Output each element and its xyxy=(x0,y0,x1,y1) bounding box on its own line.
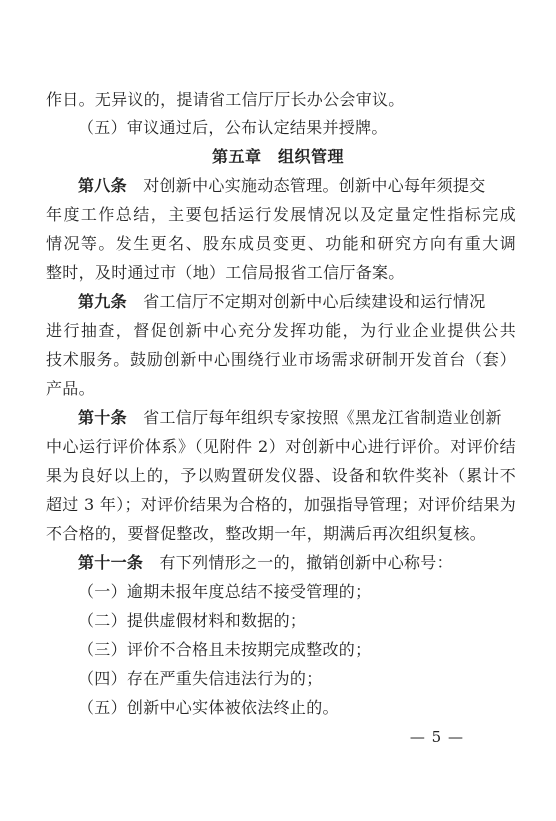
chapter-title: 第五章 组织管理 xyxy=(211,147,344,166)
article-9-line: 进行抽查，督促创新中心充分发挥功能，为行业企业提供公共 xyxy=(46,321,516,340)
article-text: 对创新中心实施动态管理。创新中心每年须提交 xyxy=(126,176,486,195)
list-item: （五）创新中心实体被依法终止的。 xyxy=(78,698,339,717)
article-label: 第九条 xyxy=(78,292,127,311)
article-8-line: 年度工作总结，主要包括运行发展情况以及定量定性指标完成 xyxy=(46,205,516,224)
article-11-line xyxy=(78,551,516,575)
text-line: 作日。无异议的，提请省工信厅厅长办公会审议。 xyxy=(46,90,405,109)
list-item: （二）提供虚假材料和数据的； xyxy=(78,611,307,630)
article-text: 省工信厅每年组织专家按照《黑龙江省制造业创新 xyxy=(126,408,502,427)
article-10-line: 中心运行评价体系》（见附件 2）对创新中心进行评价。对评价结 xyxy=(46,437,516,456)
list-item: （三）评价不合格且未按期完成整改的； xyxy=(78,640,372,659)
article-8-line: 整时，及时通过市（地）工信局报省工信厅备案。 xyxy=(46,263,405,282)
page-number: — 5 — xyxy=(409,728,464,746)
article-text: 省工信厅不定期对创新中心后续建设和运行情况 xyxy=(126,292,486,311)
article-8-line xyxy=(78,174,516,198)
article-9-line: 技术服务。鼓励创新中心围绕行业市场需求研制开发首台（套） xyxy=(46,350,516,369)
article-9-line: 产品。 xyxy=(46,379,95,398)
article-10-line: 超过 3 年）；对评价结果为合格的，加强指导管理；对评价结果为 xyxy=(46,495,516,514)
list-item: （四）存在严重失信违法行为的； xyxy=(78,669,323,688)
article-10-line xyxy=(78,406,516,430)
article-8-line: 情况等。发生更名、股东成员变更、功能和研究方向有重大调 xyxy=(46,234,516,253)
article-label: 第十条 xyxy=(78,408,127,427)
article-label: 第八条 xyxy=(78,176,127,195)
article-text: 有下列情形之一的，撤销创新中心称号： xyxy=(143,553,453,572)
list-item: （一）逾期未报年度总结不接受管理的； xyxy=(78,582,372,601)
article-10-line: 果为良好以上的，予以购置研发仪器、设备和软件奖补（累计不 xyxy=(46,466,516,485)
article-10-line: 不合格的，要督促整改，整改期一年，期满后再次组织复核。 xyxy=(46,524,487,543)
article-9-line xyxy=(78,290,516,314)
text-line: （五）审议通过后，公布认定结果并授牌。 xyxy=(78,118,388,137)
article-label: 第十一条 xyxy=(78,553,144,572)
